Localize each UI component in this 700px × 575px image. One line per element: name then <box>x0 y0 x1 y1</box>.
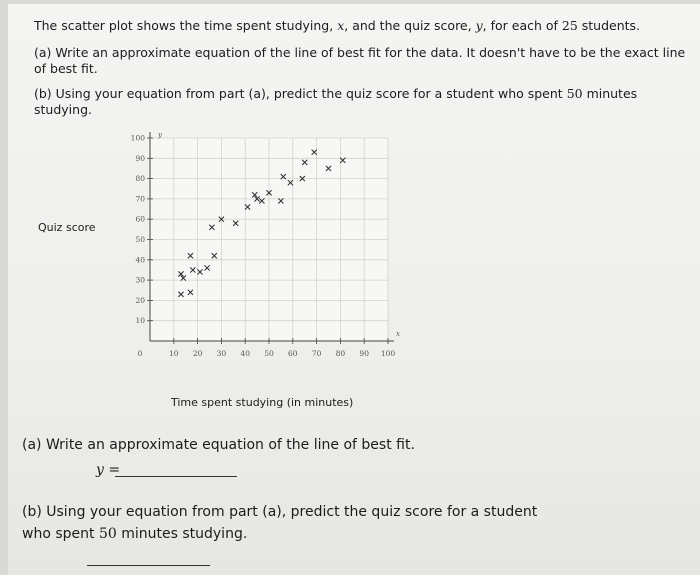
y-equals-label: y = <box>96 462 121 478</box>
intro-pre: The scatter plot shows the time spent studying, <box>34 18 338 33</box>
y-tick-label: 80 <box>135 174 145 184</box>
x-tick-label: 10 <box>169 349 179 358</box>
y-tick-label: 40 <box>135 255 145 265</box>
x-tick-label: 70 <box>311 349 322 358</box>
y-tick-label: 10 <box>135 316 145 326</box>
question-b <box>22 501 542 545</box>
scatter-plot <box>8 4 700 575</box>
x-axis-label: Time spent studying (in minutes) <box>171 396 354 409</box>
y-tick-label: 20 <box>135 295 145 305</box>
x-axis-symbol: x <box>396 330 400 338</box>
equation-answer-blank[interactable] <box>115 476 237 477</box>
question-b-pre: (b) Using your equation from part (a), predict the quiz score for a student who spent <box>22 504 538 542</box>
x-tick-label: 90 <box>359 349 369 358</box>
x-tick-label: 60 <box>288 349 298 358</box>
y-tick-label: 70 <box>135 194 145 204</box>
part-b-minutes: 50 <box>566 86 583 101</box>
part-b-pre: (b) Using your equation from part (a), predict the quiz score for a student who spent <box>34 86 567 101</box>
x-tick-label: 100 <box>380 349 396 358</box>
worksheet-page <box>8 4 700 575</box>
intro-end: students. <box>577 18 641 33</box>
y-tick-label: 50 <box>135 235 145 244</box>
x-tick-label: 50 <box>264 349 274 358</box>
y-tick-label: 100 <box>130 133 145 143</box>
intro-post: , for each of <box>482 18 562 33</box>
intro-x-var: x <box>337 18 345 33</box>
x-tick-label: 40 <box>240 349 250 358</box>
intro-y-var: y <box>475 18 483 33</box>
y-axis-label: Quiz score <box>38 221 96 234</box>
prediction-answer-blank[interactable] <box>87 565 210 566</box>
x-tick-label: 30 <box>216 349 227 358</box>
y-tick-label: 60 <box>135 214 145 224</box>
question-b-minutes: 50 <box>98 526 117 542</box>
intro-count: 25 <box>561 18 578 33</box>
part-a-prompt: (a) Write an approximate equation of the line of best fit for the data. It doesn't have to be the exact line of best fit. <box>34 45 686 76</box>
intro-mid: , and the quiz score, <box>344 18 476 33</box>
x-tick-label: 20 <box>192 349 203 358</box>
part-b-post: minutes studying. <box>34 86 638 117</box>
question-b-post: minutes studying. <box>116 526 248 542</box>
y-tick-label: 90 <box>135 153 145 163</box>
y-axis-symbol: y <box>158 131 162 139</box>
origin-label: 0 <box>137 349 143 358</box>
x-tick-label: 80 <box>335 349 346 358</box>
y-tick-label: 30 <box>135 275 145 285</box>
question-a: (a) Write an approximate equation of the line of best fit. <box>22 437 415 453</box>
